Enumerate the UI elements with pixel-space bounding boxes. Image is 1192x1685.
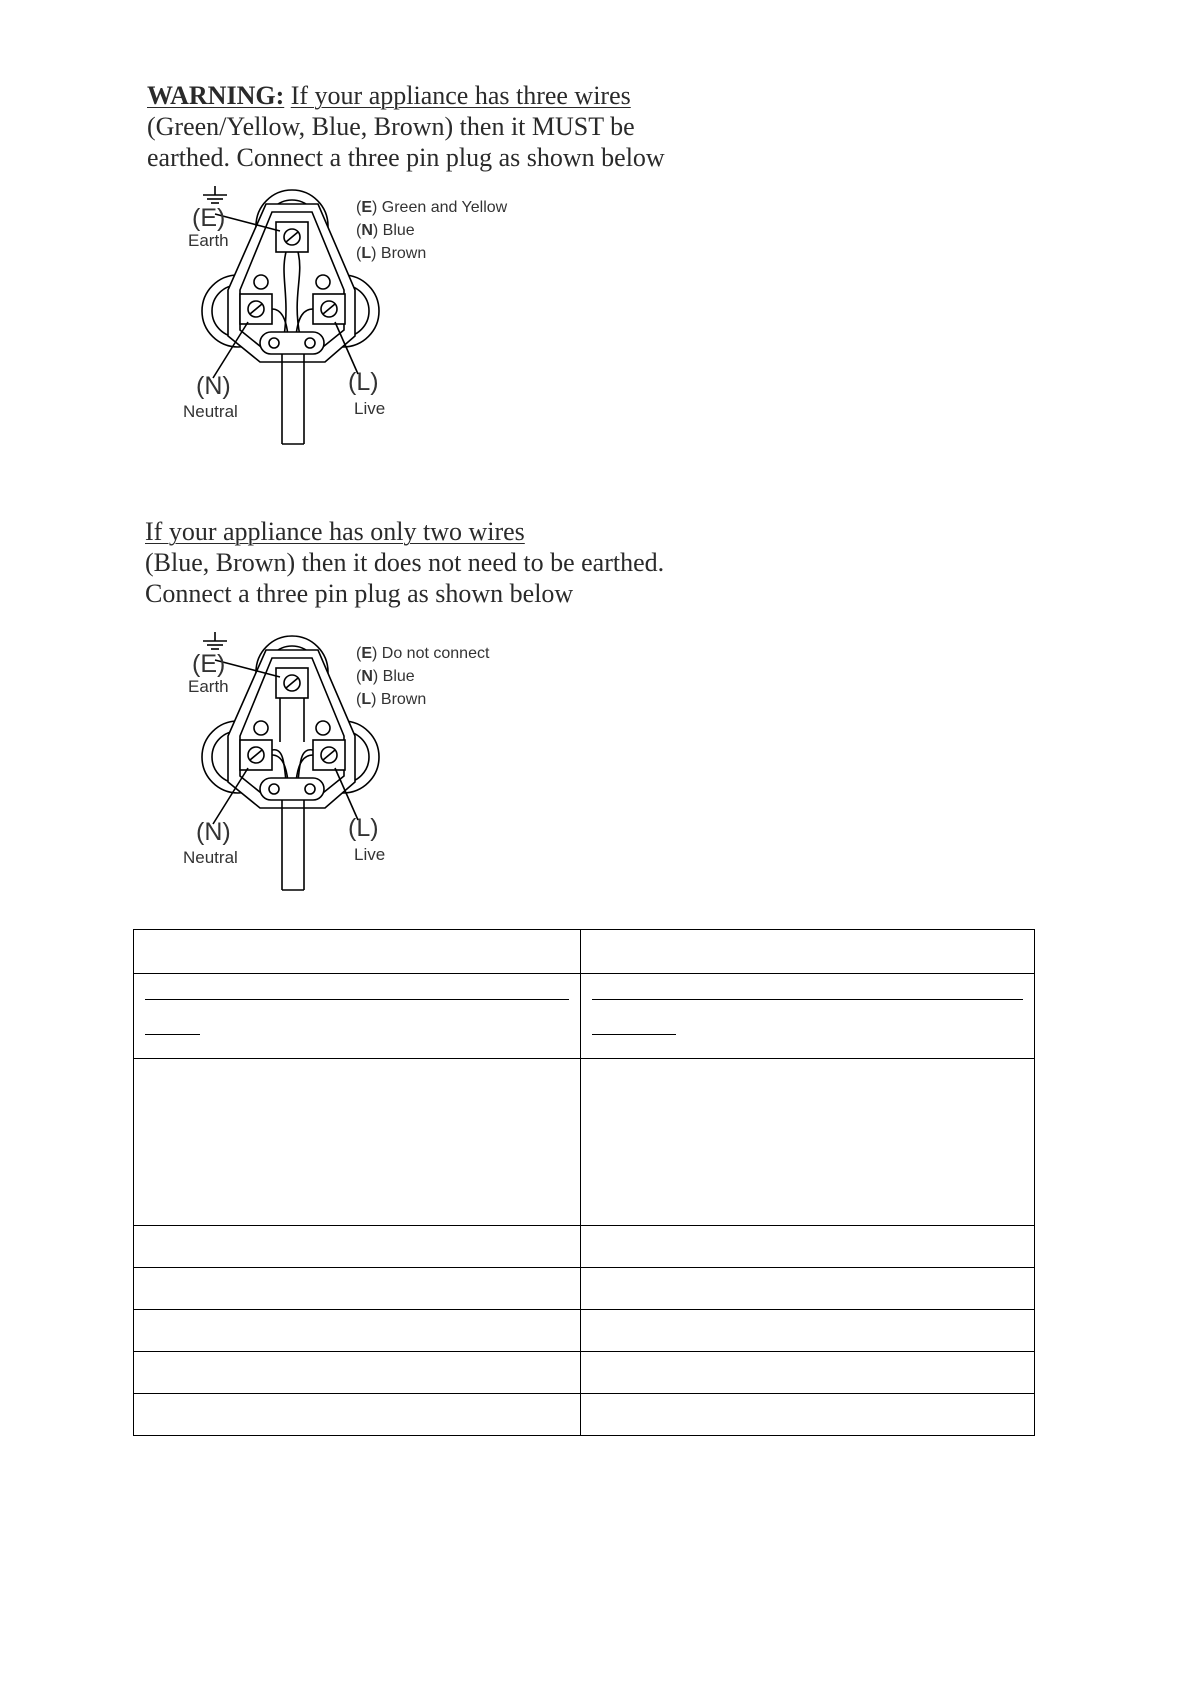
blank-underline [145,1034,200,1035]
table-cell [581,930,1035,974]
table-cell [134,1059,581,1226]
wire-e: (E) Green and Yellow [356,199,508,216]
earth-label: Earth [188,231,229,250]
warning-label: WARNING: [147,81,285,110]
two-wire-heading: If your appliance has only two wires [145,517,525,546]
wire-n: (N) Blue [356,668,415,685]
blank-underline [592,999,1023,1000]
table-cell [134,1226,581,1268]
table-cell [581,1226,1035,1268]
neutral-code: (N) [196,818,231,846]
blank-underline [592,1034,676,1035]
blank-underline [145,999,569,1000]
three-wire-line-3: earthed. Connect a three pin plug as shown below [147,143,665,172]
earth-code: (E) [192,204,226,232]
wire-colour-legend [356,642,489,711]
two-wire-line-3: Connect a three pin plug as shown below [145,579,574,608]
earth-code: (E) [192,650,226,678]
three-wire-heading: If your appliance has three wires [290,81,631,110]
wire-e: (E) Do not connect [356,645,490,662]
table-row [134,1310,1035,1352]
two-wire-line-2: (Blue, Brown) then it does not need to be earthed. [145,548,665,577]
table-row [134,974,1035,1059]
blank-spec-table [133,929,1035,1436]
table-cell [134,930,581,974]
live-code: (L) [348,368,379,396]
three-wire-instructions [147,80,665,173]
wire-n: (N) Blue [356,222,415,239]
live-label: Live [354,399,386,418]
table-cell [581,974,1035,1059]
wire-l: (L) Brown [356,691,427,708]
earth-label: Earth [188,677,229,696]
table-row [134,1352,1035,1394]
three-wire-heading-line [147,80,665,111]
two-wire-plug-diagram [180,632,540,902]
table-row [134,930,1035,974]
table-row [134,1268,1035,1310]
wire-colour-legend [356,196,507,265]
table-cell [134,1394,581,1436]
table-row [134,1059,1035,1226]
table-row [134,1394,1035,1436]
two-wire-instructions [145,516,664,609]
three-wire-plug-diagram [180,186,540,456]
table-cell [581,1310,1035,1352]
neutral-label: Neutral [183,402,238,421]
table-cell [581,1394,1035,1436]
neutral-label: Neutral [183,848,238,867]
table-cell [134,1310,581,1352]
table-cell [581,1268,1035,1310]
wire-l: (L) Brown [356,245,427,262]
live-code: (L) [348,814,379,842]
live-label: Live [354,845,386,864]
table-cell [581,1352,1035,1394]
table-cell [581,1059,1035,1226]
table-cell [134,1352,581,1394]
table-row [134,1226,1035,1268]
table-cell [134,1268,581,1310]
table-cell [134,974,581,1059]
three-wire-line-2: (Green/Yellow, Blue, Brown) then it MUST be [147,112,635,141]
neutral-code: (N) [196,372,231,400]
